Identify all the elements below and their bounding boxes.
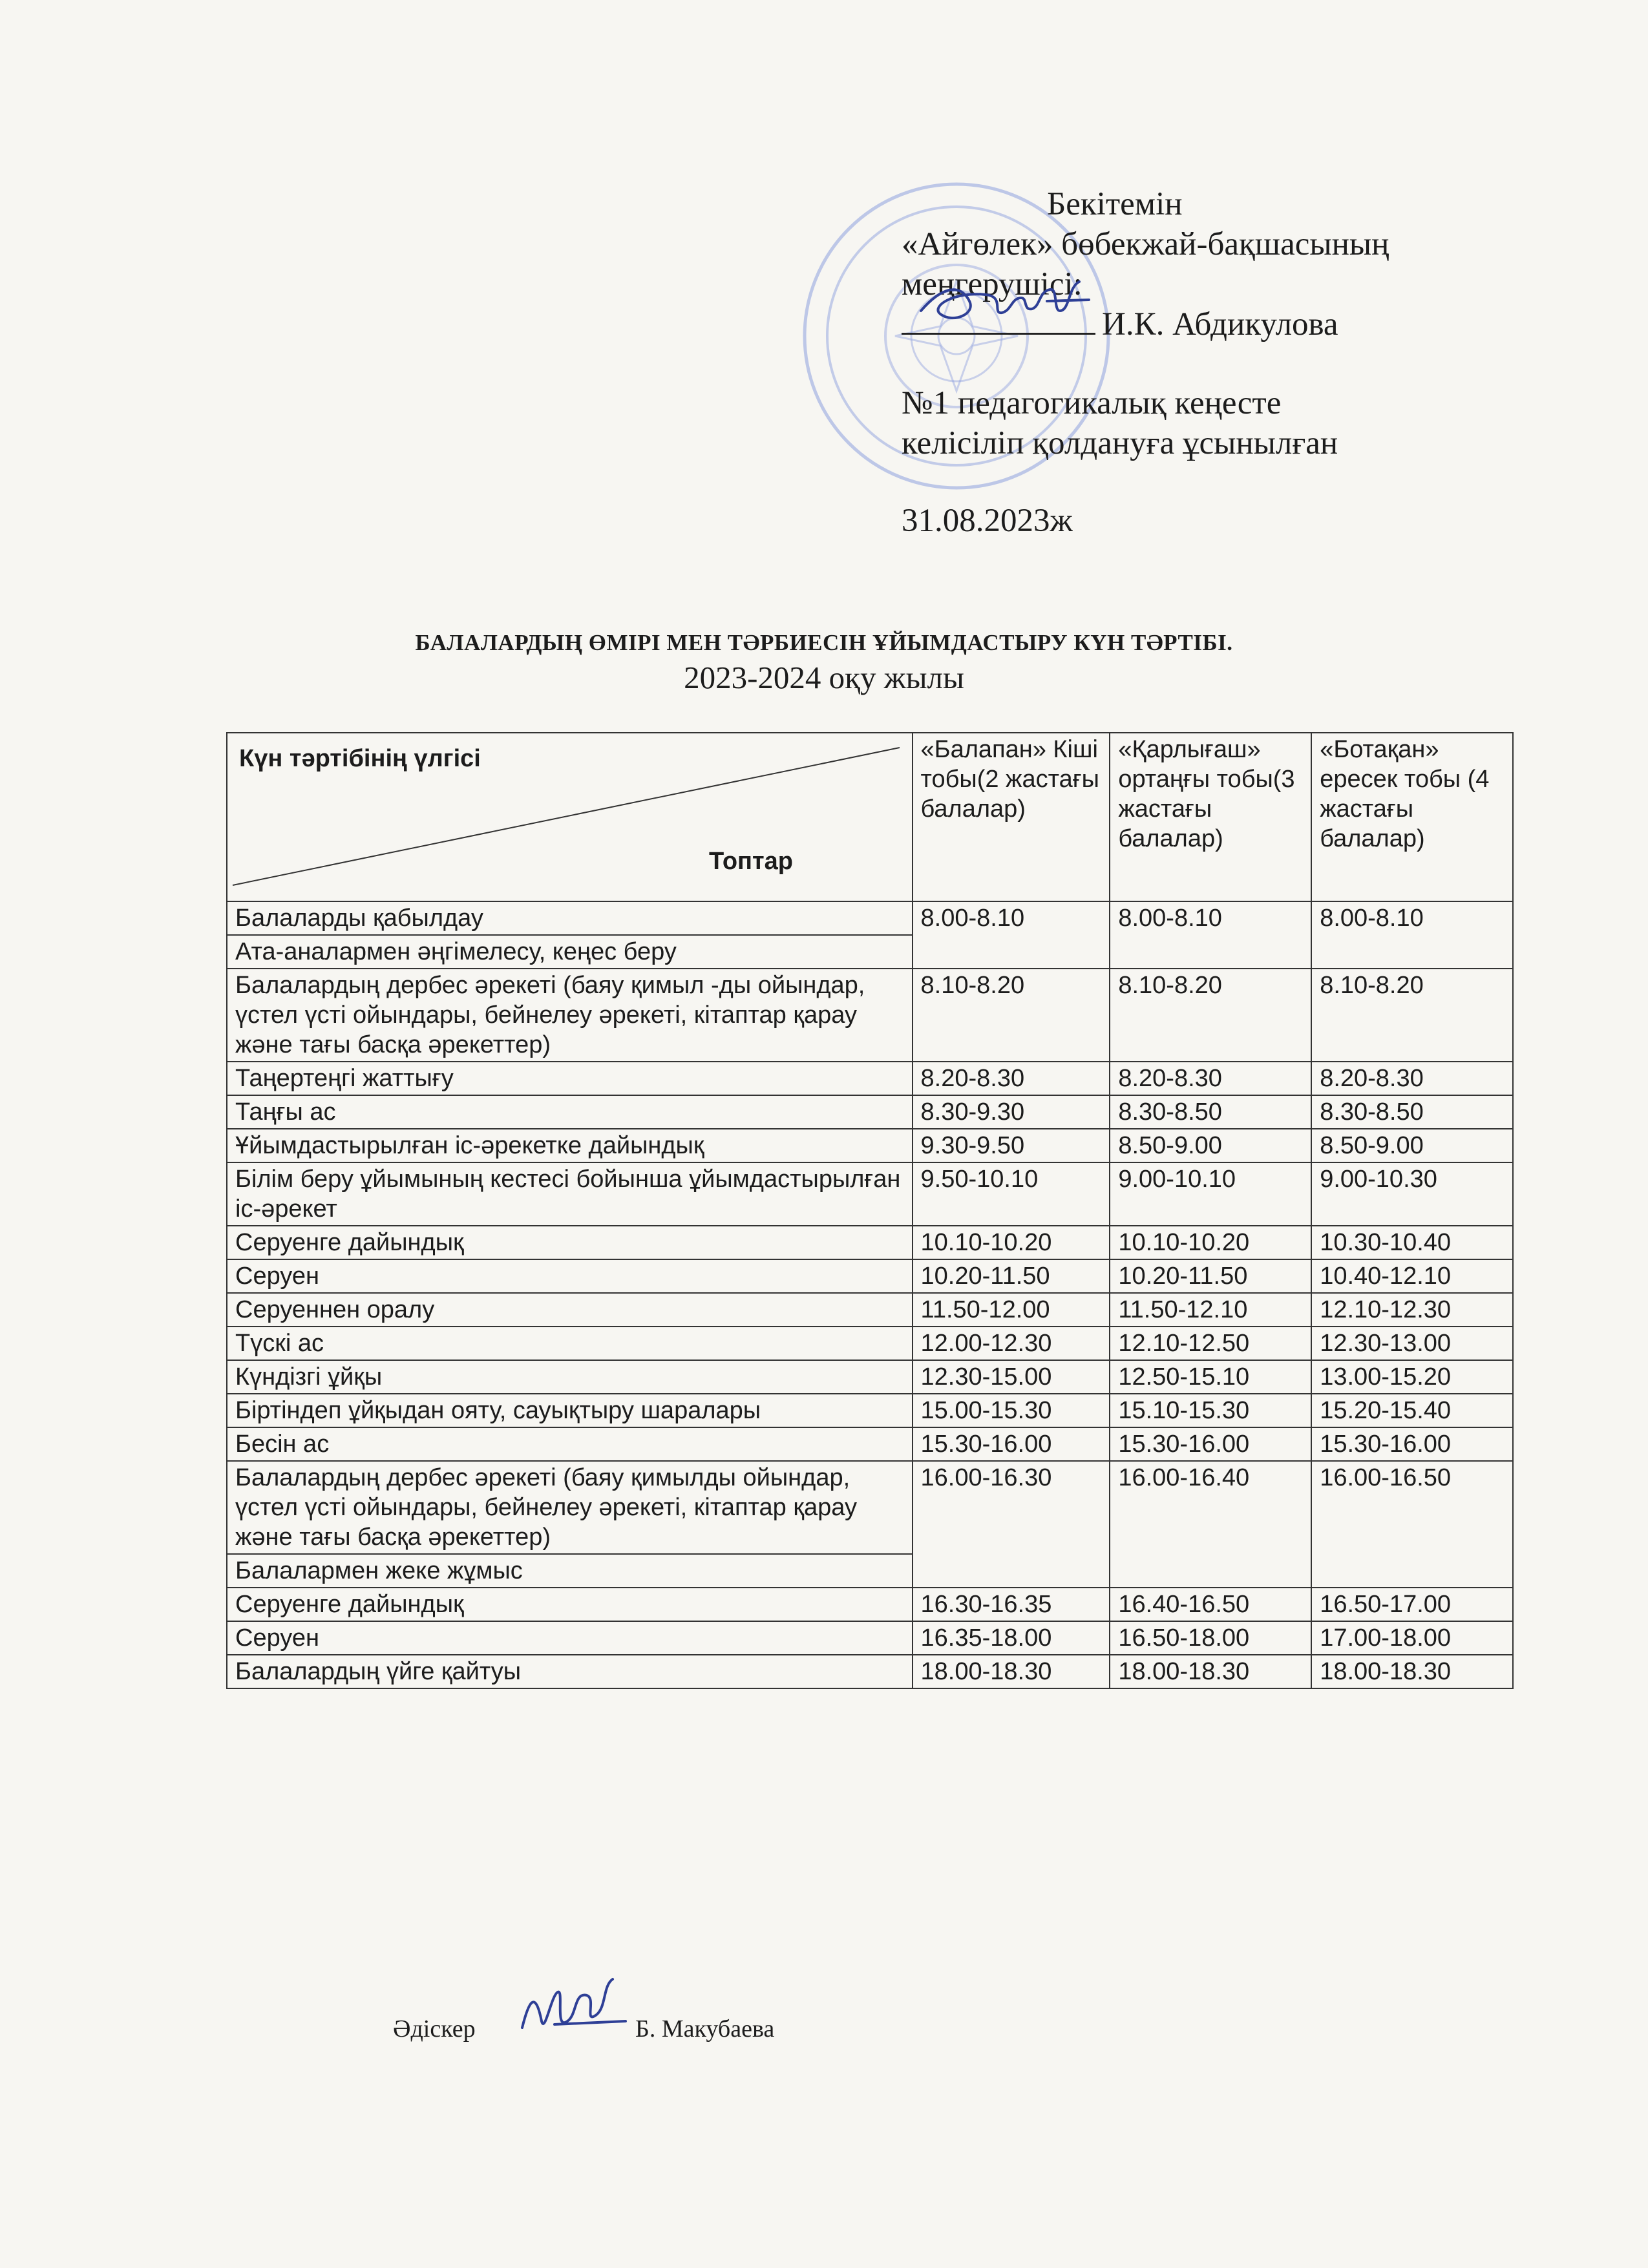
- corner-bottom-label: Топтар: [709, 848, 793, 875]
- time-cell: 9.30-9.50: [913, 1129, 1110, 1162]
- time-cell: 11.50-12.00: [913, 1293, 1110, 1327]
- time-cell: 9.00-10.10: [1110, 1162, 1311, 1226]
- time-cell: 15.30-16.00: [913, 1427, 1110, 1461]
- time-cell: 8.10-8.20: [913, 969, 1110, 1062]
- time-cell: 12.30-15.00: [913, 1360, 1110, 1394]
- time-cell: 8.00-8.10: [913, 901, 1110, 969]
- group-header-1: «Балапан» Кіші тобы(2 жастағы балалар): [913, 733, 1110, 901]
- time-cell: 15.10-15.30: [1110, 1394, 1311, 1427]
- time-cell: 8.30-8.50: [1311, 1095, 1513, 1129]
- table-row: [227, 969, 1513, 1062]
- time-cell: 9.50-10.10: [913, 1162, 1110, 1226]
- activity-cell: Таңғы ас: [227, 1095, 913, 1129]
- approval-org: «Айгөлек» бөбекжай-бақшасының: [902, 226, 1389, 262]
- time-cell: 15.30-16.00: [1311, 1427, 1513, 1461]
- methodist-name: Б. Макубаева: [635, 2015, 775, 2042]
- activity-cell: Ұйымдастырылған іс-әрекетке дайындық: [227, 1129, 913, 1162]
- council-line-1: №1 педагогикалық кеңесте: [902, 385, 1282, 421]
- approval-position: меңгерушісі:: [902, 266, 1083, 302]
- table-row: [227, 1427, 1513, 1461]
- time-cell: 10.10-10.20: [1110, 1226, 1311, 1259]
- activity-cell: Ата-аналармен әңгімелесу, кеңес беру: [227, 935, 913, 969]
- signature-underline: [902, 304, 1095, 335]
- time-cell: 16.50-17.00: [1311, 1588, 1513, 1621]
- time-cell: 16.00-16.30: [913, 1461, 1110, 1588]
- approval-signature-line: [902, 304, 1483, 344]
- table-row: [227, 1394, 1513, 1427]
- director-signature: [914, 275, 1102, 333]
- time-cell: 8.00-8.10: [1110, 901, 1311, 969]
- activity-cell: Серуеннен оралу: [227, 1293, 913, 1327]
- activity-cell: Балалардың дербес әрекеті (баяу қимыл -ды ойындар, үстел үсті ойындары, бейнелеу әрекеті, кітаптар қарау және тағы басқа әрекеттер): [227, 969, 913, 1062]
- time-cell: 10.10-10.20: [913, 1226, 1110, 1259]
- table-row: [227, 1129, 1513, 1162]
- activity-cell: Балаларды қабылдау: [227, 901, 913, 935]
- time-cell: 16.35-18.00: [913, 1621, 1110, 1655]
- activity-cell: Балалардың дербес әрекеті (баяу қимылды ойындар, үстел үсті ойындары, бейнелеу әрекеті, кітаптар қарау және тағы басқа әрекеттер): [227, 1461, 913, 1554]
- document-subtitle: 2023-2024 оқу жылы: [684, 660, 964, 695]
- time-cell: 16.50-18.00: [1110, 1621, 1311, 1655]
- table-row: [227, 1461, 1513, 1554]
- time-cell: 8.10-8.20: [1311, 969, 1513, 1062]
- time-cell: 8.00-8.10: [1311, 901, 1513, 969]
- activity-cell: Білім беру ұйымының кестесі бойынша ұйымдастырылған іс-әрекет: [227, 1162, 913, 1226]
- time-cell: 16.40-16.50: [1110, 1588, 1311, 1621]
- table-row: [227, 1062, 1513, 1095]
- methodist-signature: [516, 1976, 629, 2047]
- corner-header: [227, 733, 913, 901]
- schedule-table: [226, 732, 1514, 1689]
- table-row: [227, 1226, 1513, 1259]
- table-row: [227, 1621, 1513, 1655]
- activity-cell: Серуен: [227, 1259, 913, 1293]
- methodist-role: Әдіскер: [393, 2015, 476, 2042]
- table-row: [227, 1162, 1513, 1226]
- corner-top-label: Күн тәртібінің үлгісі: [239, 745, 481, 772]
- time-cell: 10.40-12.10: [1311, 1259, 1513, 1293]
- time-cell: 8.10-8.20: [1110, 969, 1311, 1062]
- time-cell: 15.20-15.40: [1311, 1394, 1513, 1427]
- table-row: [227, 1095, 1513, 1129]
- time-cell: 16.00-16.40: [1110, 1461, 1311, 1588]
- table-row: [227, 1259, 1513, 1293]
- time-cell: 12.50-15.10: [1110, 1360, 1311, 1394]
- table-header-row: [227, 733, 1513, 901]
- table-row: [227, 1360, 1513, 1394]
- activity-cell: Бесін ас: [227, 1427, 913, 1461]
- time-cell: 12.10-12.30: [1311, 1293, 1513, 1327]
- activity-cell: Серуен: [227, 1621, 913, 1655]
- time-cell: 16.30-16.35: [913, 1588, 1110, 1621]
- table-row: [227, 1588, 1513, 1621]
- time-cell: 18.00-18.30: [1110, 1655, 1311, 1688]
- activity-cell: Таңертеңгі жаттығу: [227, 1062, 913, 1095]
- time-cell: 11.50-12.10: [1110, 1293, 1311, 1327]
- time-cell: 10.20-11.50: [1110, 1259, 1311, 1293]
- activity-cell: Балалармен жеке жұмыс: [227, 1554, 913, 1588]
- group-header-2: «Қарлығаш» ортаңғы тобы(3 жастағы балалар): [1110, 733, 1311, 901]
- time-cell: 17.00-18.00: [1311, 1621, 1513, 1655]
- time-cell: 8.20-8.30: [1311, 1062, 1513, 1095]
- approval-date: 31.08.2023ж: [902, 503, 1073, 539]
- time-cell: 8.20-8.30: [913, 1062, 1110, 1095]
- time-cell: 15.00-15.30: [913, 1394, 1110, 1427]
- document-title: БАЛАЛАРДЫҢ ӨМІРІ МЕН ТӘРБИЕСІН ҰЙЫМДАСТЫРУ КҮН ТӘРТІБІ.: [415, 630, 1233, 655]
- time-cell: 16.00-16.50: [1311, 1461, 1513, 1588]
- table-row: [227, 1293, 1513, 1327]
- group-header-3: «Ботақан» ересек тобы (4 жастағы балалар): [1311, 733, 1513, 901]
- time-cell: 8.30-8.50: [1110, 1095, 1311, 1129]
- time-cell: 12.00-12.30: [913, 1327, 1110, 1360]
- time-cell: 15.30-16.00: [1110, 1427, 1311, 1461]
- director-name: И.К. Абдикулова: [1102, 306, 1338, 342]
- time-cell: 12.10-12.50: [1110, 1327, 1311, 1360]
- activity-cell: Күндізгі ұйқы: [227, 1360, 913, 1394]
- time-cell: 10.20-11.50: [913, 1259, 1110, 1293]
- activity-cell: Серуенге дайындық: [227, 1588, 913, 1621]
- activity-cell: Серуенге дайындық: [227, 1226, 913, 1259]
- approval-title: Бекітемін: [1047, 186, 1183, 222]
- time-cell: 10.30-10.40: [1311, 1226, 1513, 1259]
- time-cell: 13.00-15.20: [1311, 1360, 1513, 1394]
- table-row: [227, 1655, 1513, 1688]
- activity-cell: Түскі ас: [227, 1327, 913, 1360]
- time-cell: 18.00-18.30: [1311, 1655, 1513, 1688]
- time-cell: 8.20-8.30: [1110, 1062, 1311, 1095]
- time-cell: 8.30-9.30: [913, 1095, 1110, 1129]
- approval-block: [902, 184, 1483, 541]
- table-row: [227, 901, 1513, 935]
- activity-cell: Балалардың үйге қайтуы: [227, 1655, 913, 1688]
- council-line-2: келісіліп қолдануға ұсынылған: [902, 425, 1338, 461]
- activity-cell: Біртіндеп ұйқыдан ояту, сауықтыру шаралары: [227, 1394, 913, 1427]
- time-cell: 8.50-9.00: [1110, 1129, 1311, 1162]
- time-cell: 8.50-9.00: [1311, 1129, 1513, 1162]
- time-cell: 12.30-13.00: [1311, 1327, 1513, 1360]
- time-cell: 18.00-18.30: [913, 1655, 1110, 1688]
- time-cell: 9.00-10.30: [1311, 1162, 1513, 1226]
- table-row: [227, 1327, 1513, 1360]
